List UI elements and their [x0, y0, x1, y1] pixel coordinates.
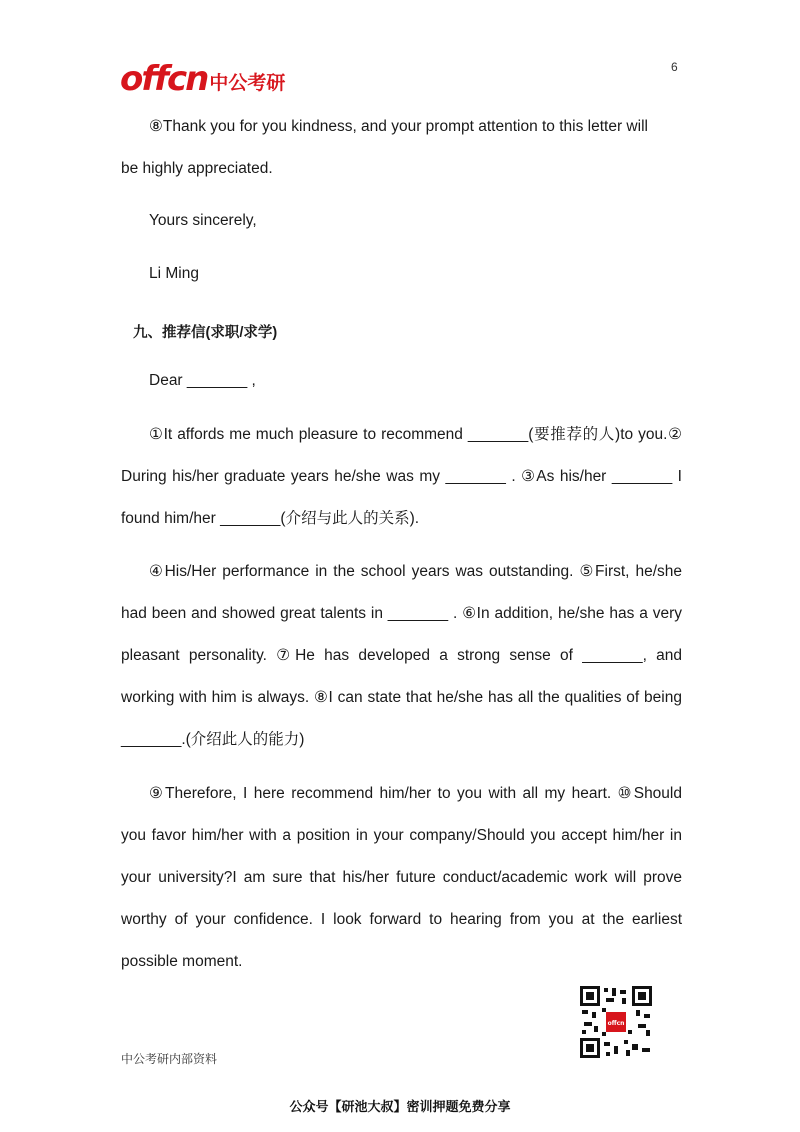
salutation: Dear _______ ,: [149, 372, 256, 389]
closing: Yours sincerely,: [149, 212, 257, 229]
page-number: 6: [671, 60, 678, 74]
paragraph-8-line-2: be highly appreciated.: [121, 160, 273, 177]
footer-internal-label: 中公考研内部资料: [121, 1052, 218, 1066]
paragraph-8: [121, 106, 682, 190]
recommendation-paragraph-3: ⑨Therefore, I here recommend him/her to you with all my heart. ⑩Should you favor him/her with a position in your company/Should you accept him/her in your university?I am sure that his/her future conduct/academic work will prove worthy of your confidence. I look forward to hearing from you at the earliest possible moment.: [121, 785, 682, 970]
logo-latin-text: offcn: [120, 59, 208, 99]
qr-code: [580, 986, 652, 1058]
logo-chinese-text: 中公考研: [209, 72, 286, 94]
offcn-logo: [120, 59, 286, 99]
svg-text:offcn: offcn: [607, 1020, 625, 1027]
recommendation-paragraph-1: ①It affords me much pleasure to recommend _______(要推荐的人)to you.② During his/her graduate years he/she was my _______ . ③As his/her _______ I found him/her _______(介绍与此人的关系).: [121, 426, 682, 527]
recommendation-paragraph-2: ④His/Her performance in the school years was outstanding. ⑤First, he/she had been and showed great talents in _______ . ⑥In addition, he/she has a very pleasant personality. ⑦He has developed a strong sense of _______, and working with him is always. ⑧I can state that he/she has all the qualities of being _______.(介绍此人的能力): [121, 563, 682, 748]
signature: Li Ming: [149, 265, 199, 282]
section-heading: 九、推荐信(求职/求学): [133, 325, 278, 341]
footer-promo-text: 公众号【研池大叔】密训押题免费分享: [289, 1099, 511, 1114]
paragraph-8-line-1: ⑧Thank you for you kindness, and your prompt attention to this letter will: [149, 118, 648, 135]
